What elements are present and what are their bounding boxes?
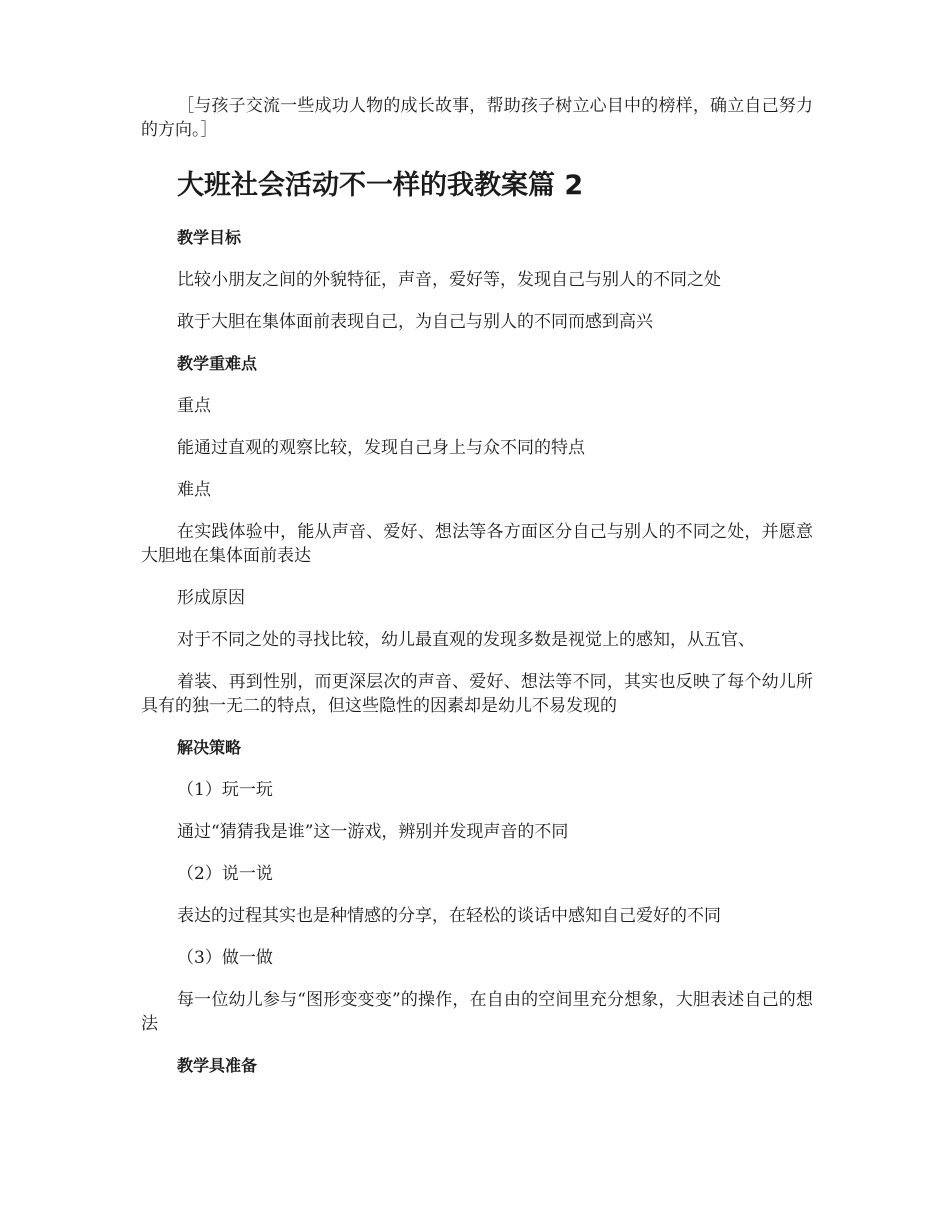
strategy-1-label: （1）玩一玩 xyxy=(177,780,273,800)
cause-label: 形成原因 xyxy=(177,588,245,608)
key-point-label: 重点 xyxy=(177,396,211,416)
strategy-2-label: （2）说一说 xyxy=(177,864,273,884)
goal-paragraph-1: 比较小朋友之间的外貌特征，声音，爱好等，发现自己与别人的不同之处 xyxy=(177,270,721,290)
intro-paragraph: ［与孩子交流一些成功人物的成长故事，帮助孩子树立心目中的榜样，确立自己努力的方向。］ xyxy=(141,96,813,140)
strategy-3-text: 每一位幼儿参与“图形变变变”的操作，在自由的空间里充分想象，大胆表述自己的想法 xyxy=(141,990,813,1034)
document-page xyxy=(141,94,813,1078)
difficult-point-text: 在实践体验中，能从声音、爱好、想法等各方面区分自己与别人的不同之处，并愿意大胆地在集体面前表达 xyxy=(141,522,813,566)
section-title: 大班社会活动不一样的我教案篇 2 xyxy=(177,170,584,201)
strategy-2-text: 表达的过程其实也是种情感的分享，在轻松的谈话中感知自己爱好的不同 xyxy=(177,906,721,926)
heading-teaching-materials: 教学具准备 xyxy=(177,1056,258,1075)
cause-paragraph-1: 对于不同之处的寻找比较，幼儿最直观的发现多数是视觉上的感知，从五官、 xyxy=(177,630,755,650)
key-point-text: 能通过直观的观察比较，发现自己身上与众不同的特点 xyxy=(177,438,585,458)
goal-paragraph-2: 敢于大胆在集体面前表现自己，为自己与别人的不同而感到高兴 xyxy=(177,312,653,332)
heading-teaching-goals: 教学目标 xyxy=(177,228,242,247)
difficult-point-label: 难点 xyxy=(177,480,211,500)
cause-paragraph-2: 着装、再到性别，而更深层次的声音、爱好、想法等不同，其实也反映了每个幼儿所具有的独一无二的特点，但这些隐性的因素却是幼儿不易发现的 xyxy=(141,672,813,716)
strategy-1-text: 通过“猜猜我是谁”这一游戏，辨别并发现声音的不同 xyxy=(177,822,569,842)
heading-strategies: 解决策略 xyxy=(177,738,242,757)
heading-key-difficult-points: 教学重难点 xyxy=(177,354,258,373)
strategy-3-label: （3）做一做 xyxy=(177,948,273,968)
